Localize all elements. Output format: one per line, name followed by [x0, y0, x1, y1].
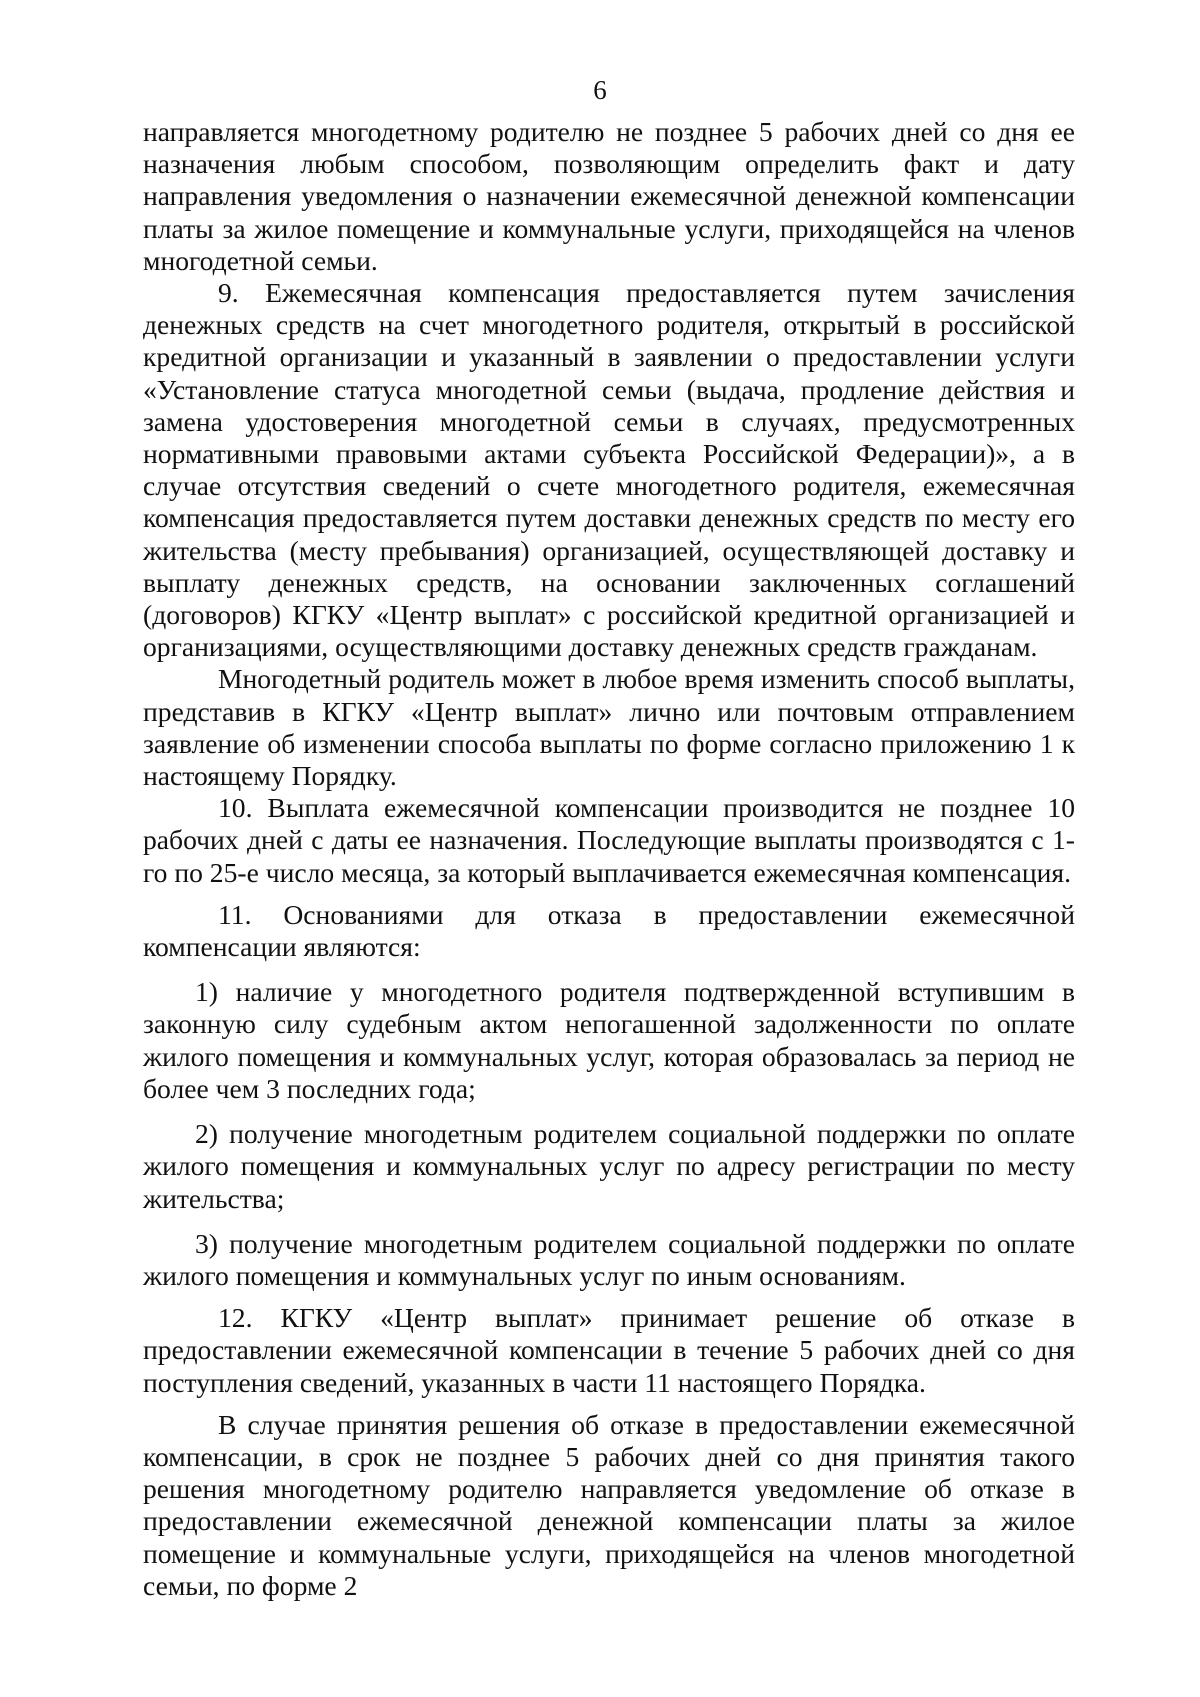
list-item-refusal-1: 1) наличие у многодетного родителя подтвержденной вступившим в законную силу судебным актом непогашенной задолженности по оплате жилого помещения и коммунальных услуг, которая образовалась за период не более чем 3 последних года;: [143, 976, 1075, 1104]
list-item-refusal-3: 3) получение многодетным родителем социальной поддержки по оплате жилого помещения и коммунальных услуг по иным основаниям.: [143, 1227, 1075, 1291]
paragraph-refusal-notice: В случае принятия решения об отказе в предоставлении ежемесячной компенсации, в срок не позднее 5 рабочих дней со дня принятия такого решения многодетному родителю направляется уведомление об отказе в предоставлении ежемесячной денежной компенсации платы за жилое помещение и коммунальные услуги, приходящейся на членов многодетной семьи, по форме 2: [143, 1408, 1075, 1601]
document-body: [143, 116, 1075, 1602]
paragraph-continuation: направляется многодетному родителю не позднее 5 рабочих дней со дня ее назначения любым способом, позволяющим определить факт и дату направления уведомления о назначении ежемесячной денежной компенсации платы за жилое помещение и коммунальные услуги, приходящейся на членов многодетной семьи.: [143, 116, 1075, 276]
paragraph-clause-10: 10. Выплата ежемесячной компенсации производится не позднее 10 рабочих дней с даты ее назначения. Последующие выплаты производятся с 1-го по 25-е число месяца, за который выплачивается ежемесячная компенсация.: [143, 792, 1075, 888]
paragraph-clause-11: 11. Основаниями для отказа в предоставлении ежемесячной компенсации являются:: [143, 898, 1075, 963]
paragraph-clause-9: 9. Ежемесячная компенсация предоставляется путем зачисления денежных средств на счет многодетного родителя, открытый в российской кредитной организации и указанный в заявлении о предоставлении услуги «Установление статуса многодетной семьи (выдача, продление действия и замена удостоверения многодетной семьи в случаях, предусмотренных нормативными правовыми актами субъекта Российской Федерации)», а в случае отсутствия сведений о счете многодетного родителя, ежемесячная компенсация предоставляется путем доставки денежных средств по месту его жительства (месту пребывания) организацией, осуществляющей доставку и выплату денежных средств, на основании заключенных соглашений (договоров) КГКУ «Центр выплат» с российской кредитной организацией и организациями, осуществляющими доставку денежных средств гражданам.: [143, 277, 1075, 663]
list-item-refusal-2: 2) получение многодетным родителем социальной поддержки по оплате жилого помещения и коммунальных услуг по адресу регистрации по месту жительства;: [143, 1118, 1075, 1214]
paragraph-payment-method: Многодетный родитель может в любое время изменить способ выплаты, представив в КГКУ «Центр выплат» лично или почтовым отправлением заявление об изменении способа выплаты по форме согласно приложению 1 к настоящему Порядку.: [143, 663, 1075, 792]
page-number: 6: [593, 75, 607, 105]
paragraph-clause-12: 12. КГКУ «Центр выплат» принимает решение об отказе в предоставлении ежемесячной компенсации в течение 5 рабочих дней со дня поступления сведений, указанных в части 11 настоящего Порядка.: [143, 1302, 1075, 1398]
